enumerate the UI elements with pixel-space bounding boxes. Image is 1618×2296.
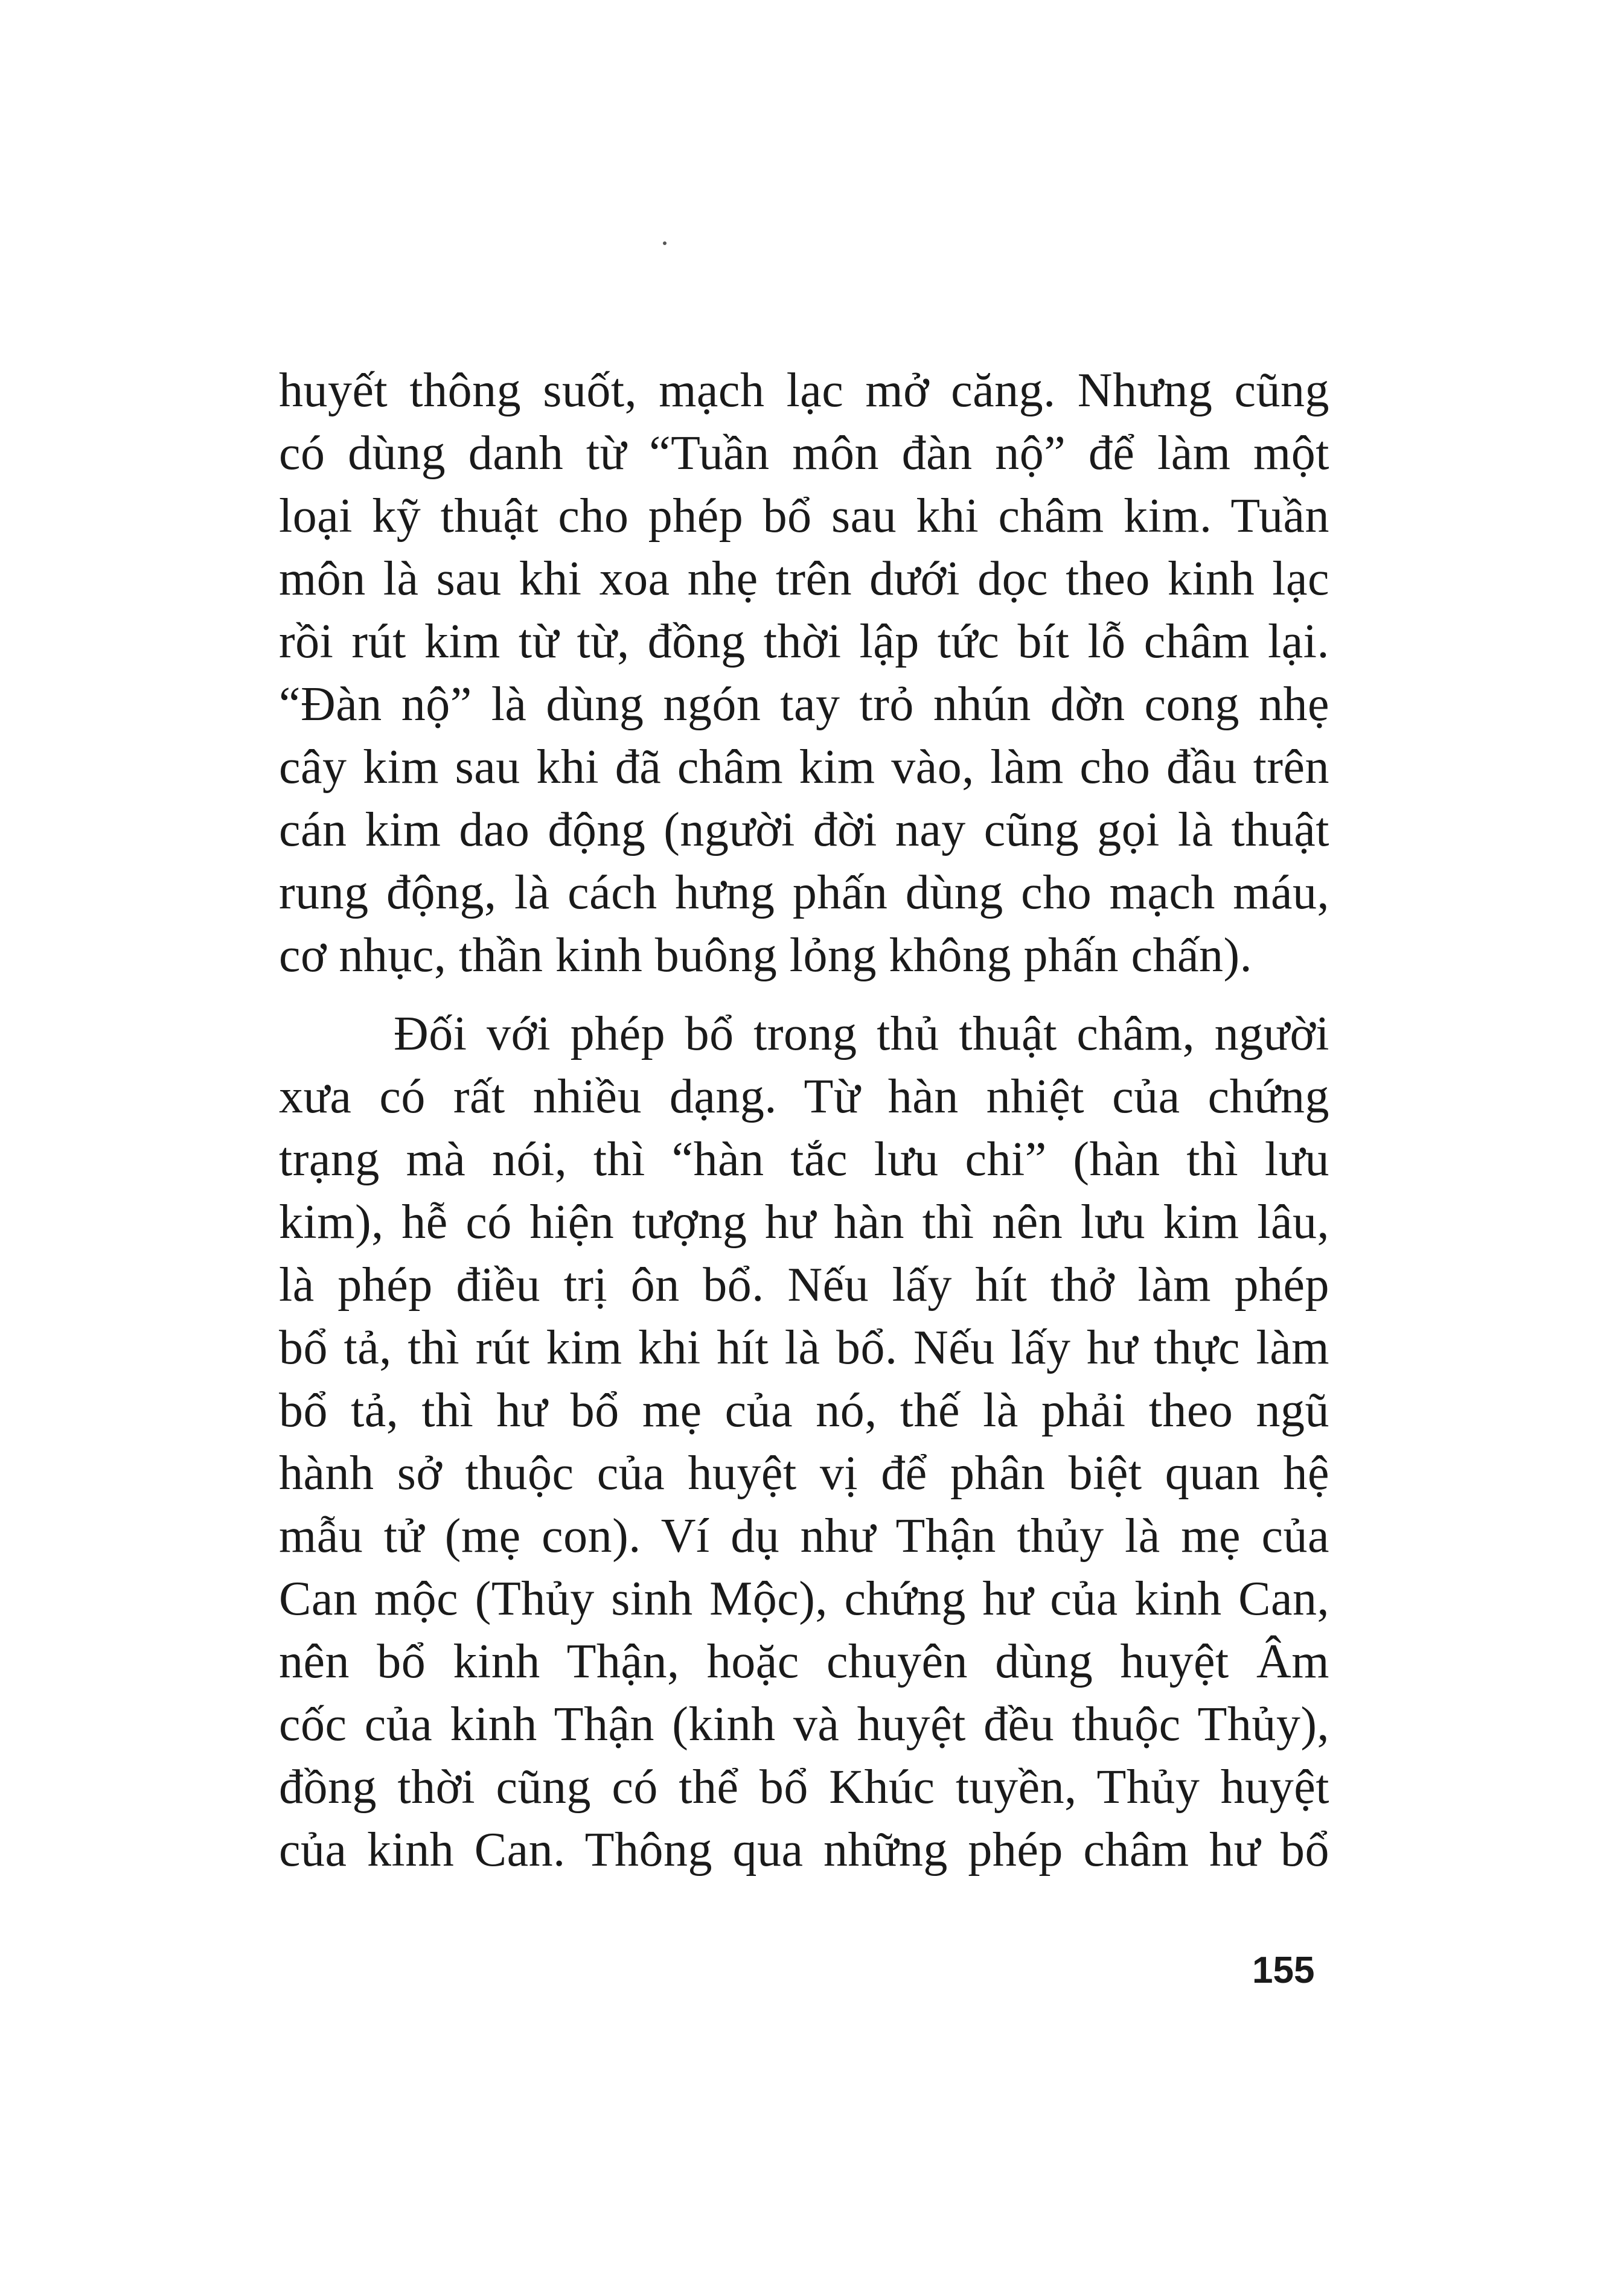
text-line: mẫu tử (mẹ con). Ví dụ như Thận thủy là mẹ của	[279, 1510, 1329, 1563]
text-line: môn là sau khi xoa nhẹ trên dưới dọc theo kinh lạc	[279, 552, 1329, 605]
paragraph-2	[279, 1003, 1329, 1881]
text-line: nên bổ kinh Thận, hoặc chuyên dùng huyệt Âm	[279, 1635, 1329, 1688]
text-line: cán kim dao động (người đời nay cũng gọi là thuật	[279, 803, 1329, 856]
ink-speck	[663, 241, 667, 245]
text-line: bổ tả, thì hư bổ mẹ của nó, thế là phải theo ngũ	[279, 1384, 1329, 1437]
paragraph-1	[279, 359, 1329, 987]
page-number: 155	[1252, 1950, 1315, 1991]
text-line: rồi rút kim từ từ, đồng thời lập tức bít lỗ châm lại.	[279, 615, 1329, 668]
text-line: đồng thời cũng có thể bổ Khúc tuyền, Thủy huyệt	[279, 1761, 1329, 1814]
text-line: kim), hễ có hiện tượng hư hàn thì nên lưu kim lâu,	[279, 1196, 1329, 1249]
text-line: Can mộc (Thủy sinh Mộc), chứng hư của kinh Can,	[279, 1572, 1329, 1625]
text-line: trạng mà nói, thì “hàn tắc lưu chi” (hàn thì lưu	[279, 1133, 1329, 1186]
text-line: huyết thông suốt, mạch lạc mở căng. Nhưng cũng	[279, 364, 1329, 417]
text-line: của kinh Can. Thông qua những phép châm hư bổ	[279, 1823, 1329, 1877]
text-line: bổ tả, thì rút kim khi hít là bổ. Nếu lấy hư thực làm	[279, 1321, 1329, 1374]
body-text	[279, 359, 1329, 1881]
text-line: Đối với phép bổ trong thủ thuật châm, người	[394, 1007, 1329, 1060]
text-line: cốc của kinh Thận (kinh và huyệt đều thuộc Thủy),	[279, 1698, 1329, 1751]
text-line: xưa có rất nhiều dạng. Từ hàn nhiệt của chứng	[279, 1070, 1329, 1123]
text-line: rung động, là cách hưng phấn dùng cho mạch máu,	[279, 866, 1329, 919]
text-line: cơ nhục, thần kinh buông lỏng không phấn chấn).	[279, 929, 1253, 982]
text-line: hành sở thuộc của huyệt vị để phân biệt quan hệ	[279, 1447, 1329, 1500]
text-line: loại kỹ thuật cho phép bổ sau khi châm kim. Tuần	[279, 489, 1329, 543]
text-line: có dùng danh từ “Tuần môn đàn nộ” để làm một	[279, 427, 1329, 480]
text-line: là phép điều trị ôn bổ. Nếu lấy hít thở làm phép	[279, 1258, 1329, 1312]
text-line: cây kim sau khi đã châm kim vào, làm cho đầu trên	[279, 741, 1329, 794]
text-line: “Đàn nộ” là dùng ngón tay trỏ nhún dờn cong nhẹ	[279, 678, 1329, 731]
